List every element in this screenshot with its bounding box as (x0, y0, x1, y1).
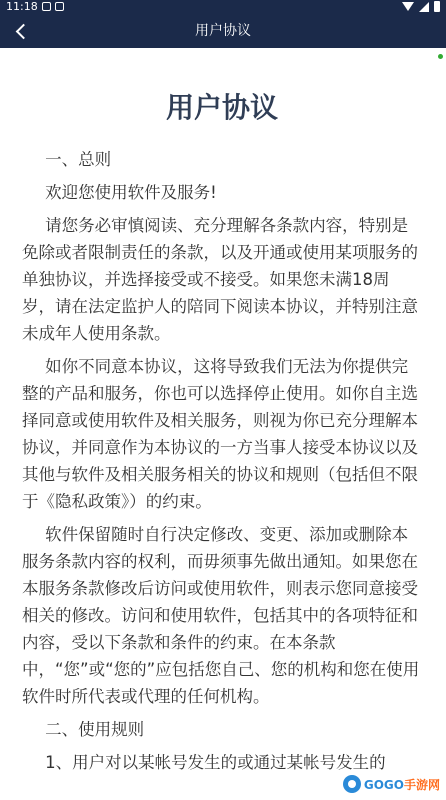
signal-icon (419, 2, 429, 12)
status-time: 11:18 (6, 0, 38, 13)
section-heading-general: 一、总则 (45, 150, 112, 169)
document-title: 用户协议 (165, 91, 278, 124)
paragraph-welcome: 欢迎您使用软件及服务! (45, 183, 217, 202)
paragraph-disagree: 如你不同意本协议，这将导致我们无法为你提供完整的产品和服务，你也可以选择停止使用。如你自主选择同意或使用软件及相关服务，则视为你已充分理解本协议，并同意作为本协议的一方当事人接受本协议以及其他与软件及相关服务相关的协议和规则（包括但不限于《隐私政策》）的约束。 (22, 357, 418, 511)
paragraph-read-carefully: 请您务必审慎阅读、充分理解各条款内容，特别是免除或者限制责任的条款，以及开通或使用某项服务的单独协议，并选择接受或不接受。如果您未满18周岁，请在法定监护人的陪同下阅读本协议，并特别注意未成年人使用条款。 (22, 216, 418, 343)
notification-icon (42, 2, 51, 11)
system-icons (402, 1, 440, 12)
scroll-indicator (438, 54, 443, 59)
nav-bar (0, 14, 446, 48)
notification-icons (42, 2, 64, 11)
agreement-content[interactable] (22, 48, 422, 782)
battery-icon (434, 1, 440, 12)
nav-title: 用户协议 (195, 23, 251, 39)
paragraph-modification: 软件保留随时自行决定修改、变更、添加或删除本服务条款内容的权利，而毋须事先做出通知。如果您在本服务条款修改后访问或使用软件，则表示您同意接受相关的修改。访问和使用软件，包括其中的各项特征和内容，受以下条款和条件的约束。在本条款中，“您”或“您的”应包括您自己、您的机构和您在使用软件时所代表或代理的任何机构。 (22, 525, 420, 706)
paragraph-rule-1: 1、用户对以某帐号发生的或通过某帐号发生的 (45, 753, 386, 772)
watermark-text: GOGO手游网 (363, 777, 440, 792)
watermark-logo (343, 772, 440, 796)
gogo-logo-icon (343, 775, 361, 793)
section-heading-rules: 二、使用规则 (45, 720, 145, 739)
status-bar (0, 0, 446, 14)
app-notification-icon (55, 2, 64, 11)
wifi-icon (402, 2, 414, 11)
